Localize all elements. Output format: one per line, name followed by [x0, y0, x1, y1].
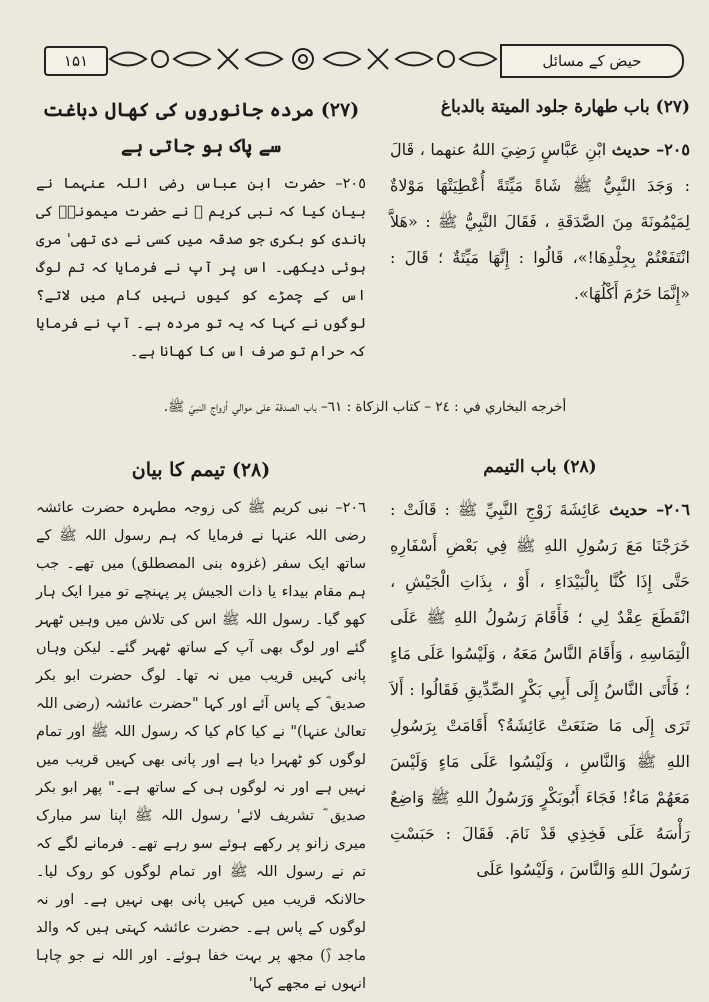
arabic-chapter-heading: (٢٨) باب التيمم — [483, 457, 597, 477]
decorative-border-ornament — [108, 44, 498, 74]
hadith-body: ابْنِ عَبَّاسٍ رَضِيَ اللهُ عنهما ، قَالَ : وَجَدَ النَّبِيُّ ﷺ شَاةً مَيِّتَةً أُعْطِيَتْهَا مَوْلاةٌ لِمَيْمُونَةَ مِنَ الصَّدَقَةِ ، فَقَالَ النَّبِيُّ ﷺ : «هَلاَّ انْتَفَعْتُمْ بِجِلْدِهَا!»، قَالُوا : إِنَّهَا مَيِّتَةٌ ؛ قَالَ : «إِنَّمَا حَرُمَ أَكْلُهَا». — [390, 140, 690, 303]
arabic-chapter-heading: (٢٧) باب طهارة جلود الميتة بالدباغ — [440, 97, 690, 117]
page-header — [44, 40, 684, 78]
arabic-hadith-text — [390, 132, 690, 312]
hadith-number: ٢٠٦– حديث — [609, 500, 690, 519]
chapter-title: حیض کے مسائل — [500, 44, 684, 78]
urdu-chapter-heading: (٢٧) مردہ جانوروں کی کھال دباغت سے پاک ہو جاتی ہے — [42, 99, 360, 157]
urdu-column-section-27 — [36, 92, 366, 366]
source-footnote: أخرجه البخاري في : ٢٤ – كتاب الزكاة : ٦١– باب الصدقة على موالي أزواج النبيّ ﷺ. — [163, 399, 567, 415]
arabic-hadith-text — [390, 492, 690, 888]
page-number: ١۵١ — [44, 46, 108, 76]
hadith-body: عَائِشَةَ زَوْجِ النَّبِيِّ ﷺ : قَالَتْ : خَرَجْنَا مَعَ رَسُولِ اللهِ ﷺ فِي بَعْضِ أَسْفَارِهِ حَتَّى إِذَا كُنَّا بِالْبَيْدَاءِ ، أَوْ ، بِذَاتِ الْجَيْشِ ، انْقَطَعَ عِقْدٌ لِي ؛ فَأَقَامَ رَسُولُ اللهِ ﷺ عَلَى الْتِمَاسِهِ ، وَأَقَامَ النَّاسُ مَعَهُ ، وَلَيْسُوا عَلَى مَاءٍ ؛ فَأَتَى النَّاسُ إِلَى أَبِي بَكْرٍ الصِّدِّيقِ فَقَالُوا : أَلاَ تَرَى إِلَى مَا صَنَعَتْ عَائِشَةُ؟ أَقَامَتْ بِرَسُولِ اللهِ ﷺ وَالنَّاسِ ، وَلَيْسُوا عَلَى مَاءٍ وَلَيْسَ مَعَهُمْ مَاءٌ! فَجَاءَ أَبُوبَكْرٍ وَرَسُولُ اللهِ ﷺ وَاضِعٌ رَأْسَهُ عَلَى فَخِذِي قَدْ نَامَ. فَقَالَ : حَبَسْتِ رَسُولَ اللهِ وَالنَّاسَ ، وَلَيْسُوا عَلَى — [390, 500, 690, 879]
urdu-column-section-28 — [36, 452, 366, 998]
hadith-number: ٢٠٥– حديث — [611, 140, 690, 159]
urdu-chapter-heading: (٢٨) تیمم کا بیان — [131, 459, 271, 481]
arabic-column-section-27 — [390, 92, 690, 312]
urdu-translation-text: ٢٠٦– نبی کریم ﷺ کی زوجہ مطہرہ حضرت عائشہ رضی اللہ عنہا نے فرمایا کہ ہم رسول اللہ ﷺ کے ساتھ ایک سفر (غزوہ بنی المصطلق) میں تھے۔ جب ہم مقام بیداء یا ذات الجیش پر پہنچے تو میرا ایک ہار کھو گیا۔ رسول اللہ ﷺ اس کی تلاش میں وہیں ٹھہر گئے اور لوگ بھی آپ کے ساتھ ٹھہر گئے۔ لیکن وہاں پانی کہیں قریب میں نہ تھا۔ لوگ حضرت ابو بکر صدیق ؓ کے پاس آئے اور کہا "حضرت عائشہ (رضی اللہ تعالیٰ عنہا)" نے کیا کام کیا کہ رسول اللہ ﷺ اور تمام لوگوں کو ٹھہرا دیا ہے اور پانی بھی کہیں قریب میں نہیں ہے اور نہ لوگوں ہی کے ساتھ ہے۔" پھر ابو بکر صدیق ؓ تشریف لائے' رسول اللہ ﷺ اپنا سر مبارک میری زانو پر رکھے ہوئے سو رہے تھے۔ فرمانے لگے کہ تم نے رسول اللہ ﷺ اور تمام لوگوں کو روک لیا۔ حالانکہ قریب میں کہیں پانی بھی نہیں ہے۔ اور نہ لوگوں کے پاس ہے۔ حضرت عائشہ کہتی ہیں کہ والد ماجد (ؓ) مجھ پر بہت خفا ہوئے۔ اور اللہ نے جو چاہا انہوں نے مجھے کہا' — [36, 500, 366, 992]
urdu-translation-text: ٢٠٥– حضرت ابن عباس رضی اللہ عنہما نے بیان کیا کہ نبی کریم ﷺ نے حضرت میمونہؓ کی باندی کو بکری جو صدقہ میں کسی نے دی تھی' مری ہوئی دیکھی۔ اس پر آپ نے فرمایا کہ تم لوگ اس کے چمڑے کو کیوں نہیں کام میں لاتے؟ لوگوں نے کہا کہ یہ تو مردہ ہے۔ آپ نے فرمایا کہ حرام تو صرف اس کا کھانا ہے۔ — [36, 176, 366, 360]
arabic-column-section-28 — [390, 452, 690, 888]
